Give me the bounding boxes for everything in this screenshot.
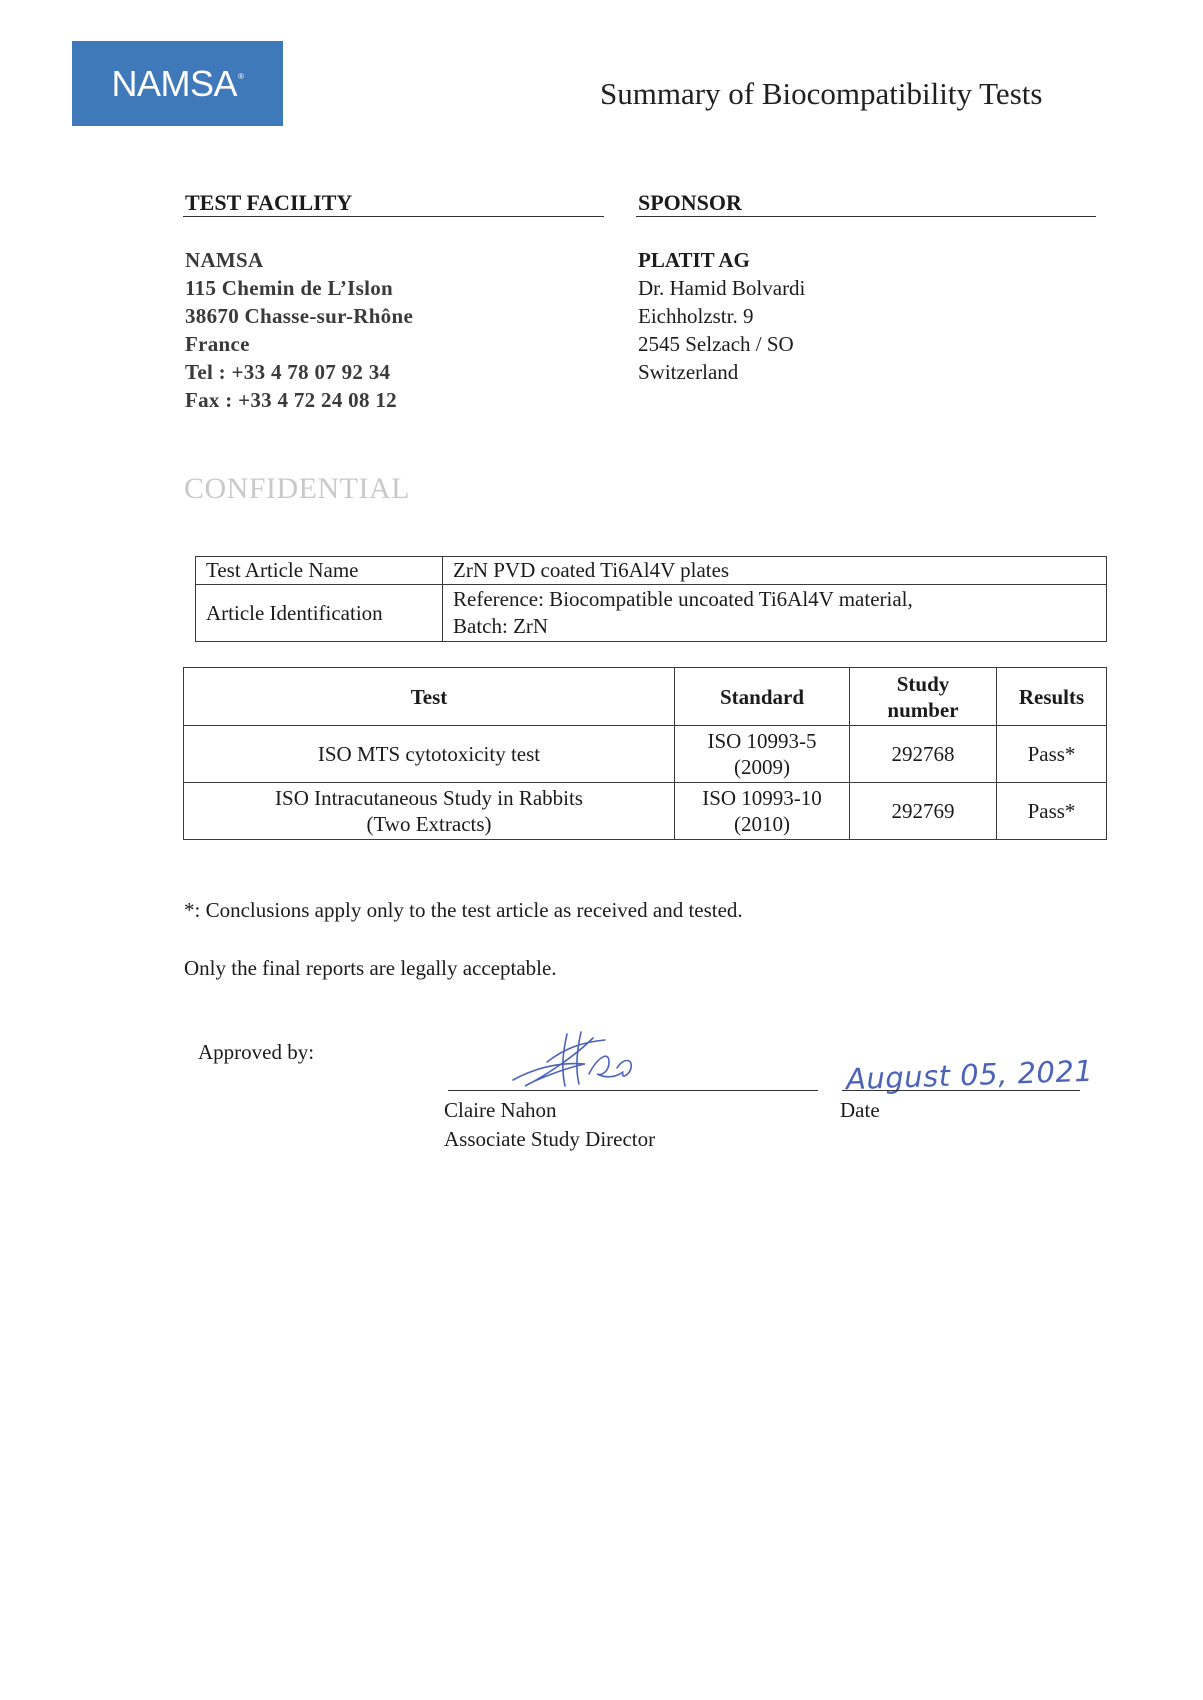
result-cell: Pass* [997,726,1107,783]
confidential-label: CONFIDENTIAL [184,472,410,505]
date-label: Date [840,1098,880,1122]
namsa-logo [72,41,283,126]
header-results: Results [997,668,1107,726]
article-id-line: Batch: ZrN [453,614,549,638]
sponsor-line: Switzerland [638,360,739,384]
tests-header-row [184,668,1107,726]
test-name-line: ISO MTS cytotoxicity test [317,742,541,766]
test-facility-rule [183,216,604,217]
table-row [184,783,1107,840]
conclusion-note: *: Conclusions apply only to the test article as received and tested. [184,898,743,922]
facility-fax: Fax : +33 4 72 24 08 12 [185,388,397,412]
sponsor-rule [636,216,1096,217]
study-number-cell: 292768 [850,726,997,783]
result-cell: Pass* [997,783,1107,840]
header-study-line: Study [896,671,950,696]
sponsor-address [638,246,805,386]
standard-cell [675,783,850,840]
facility-phone: Tel : +33 4 78 07 92 34 [185,360,391,384]
test-name-line: ISO Intracutaneous Study in Rabbits [275,786,583,810]
sponsor-line: 2545 Selzach / SO [638,332,794,356]
test-facility-address [185,246,413,414]
approved-by-label: Approved by: [198,1040,315,1064]
date-line [842,1090,1080,1091]
standard-line: (2009) [734,755,790,779]
header-study-line: number [887,697,959,722]
logo-text: NAMSA [111,62,238,104]
standard-cell [675,726,850,783]
signature-line [448,1090,818,1091]
header-test: Test [184,668,675,726]
article-table [195,556,1107,642]
study-number-cell: 292769 [850,783,997,840]
handwritten-signature [505,1028,640,1096]
signatory-name: Claire Nahon [444,1098,557,1122]
standard-line: ISO 10993-10 [702,786,822,810]
sponsor-line: Eichholzstr. 9 [638,304,754,328]
test-name-cell [184,783,675,840]
article-name-label: Test Article Name [196,557,443,585]
standard-line: (2010) [734,812,790,836]
signatory-role: Associate Study Director [444,1127,656,1151]
article-id-label: Article Identification [196,585,443,642]
header-standard: Standard [675,668,850,726]
test-name-line: (Two Extracts) [366,812,492,836]
article-name-value: ZrN PVD coated Ti6Al4V plates [443,557,1107,585]
test-name-cell [184,726,675,783]
standard-line: ISO 10993-5 [707,729,817,753]
registered-mark: ® [238,72,244,81]
sponsor-line: Dr. Hamid Bolvardi [638,276,806,300]
facility-line: 38670 Chasse-sur-Rhône [185,304,414,328]
handwritten-date: August 05, 2021 [845,1053,1094,1097]
article-id-row [196,585,1107,642]
test-facility-heading: TEST FACILITY [185,190,353,215]
facility-line: NAMSA [185,248,264,272]
article-name-row [196,557,1107,585]
final-reports-note: Only the final reports are legally acceptable. [184,956,557,980]
document-title: Summary of Biocompatibility Tests [600,76,1043,111]
facility-line: 115 Chemin de L’Islon [185,276,393,300]
sponsor-heading: SPONSOR [638,190,742,215]
article-id-value [443,585,1107,642]
sponsor-company: PLATIT AG [638,248,750,272]
article-id-line: Reference: Biocompatible uncoated Ti6Al4V material, [453,587,913,611]
tests-table [183,667,1107,840]
signatory-block [444,1096,655,1154]
table-row [184,726,1107,783]
header-study-number [850,668,997,726]
facility-line: France [185,332,250,356]
